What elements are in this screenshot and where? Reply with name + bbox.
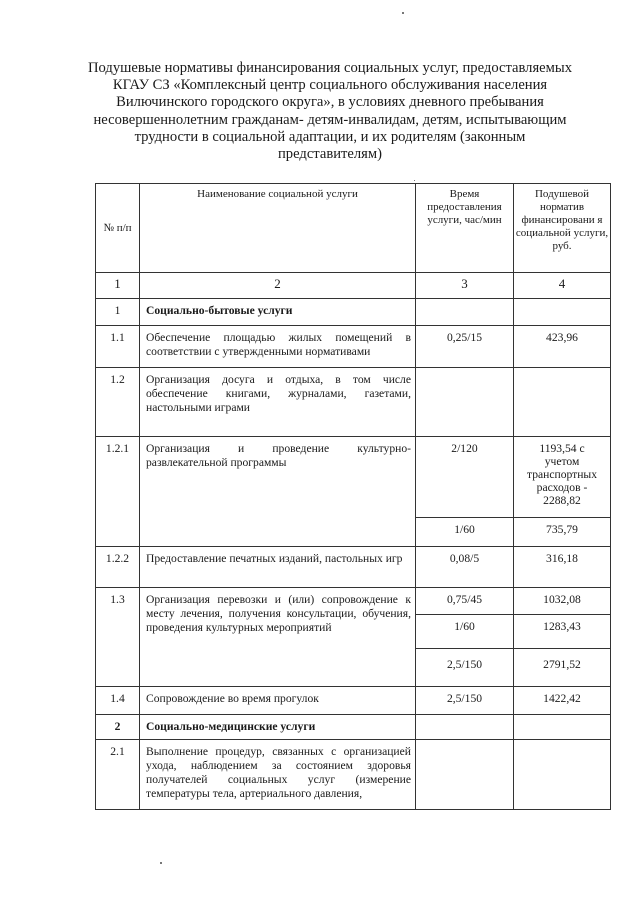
title-line: КГАУ СЗ «Комплексный центр социального обслуживания населения <box>112 77 548 94</box>
service-norm: 2791,52 <box>514 649 611 687</box>
service-time: 2,5/150 <box>416 649 514 687</box>
column-index-row <box>96 273 611 299</box>
document-title <box>70 60 590 163</box>
table-row <box>96 547 611 588</box>
header-name: Наименование социальной услуги <box>140 184 416 273</box>
empty-cell <box>514 740 611 810</box>
service-time: 0,75/45 <box>416 588 514 615</box>
row-num: 1.2.1 <box>96 437 140 547</box>
service-norm: 1422,42 <box>514 687 611 715</box>
empty-cell <box>416 368 514 437</box>
column-index: 1 <box>96 273 140 299</box>
service-norm: 423,96 <box>514 326 611 368</box>
table-row <box>96 687 611 715</box>
service-norm: 1283,43 <box>514 615 611 649</box>
title-line: Подушевые нормативы финансирования социальных услуг, предоставляемых <box>87 60 572 76</box>
service-time: 1/60 <box>416 518 514 547</box>
header-num: № п/п <box>96 184 140 273</box>
services-table <box>95 183 611 810</box>
header-time: Время предоставления услуги, час/мин <box>416 184 514 273</box>
service-name: Организация досуга и отдыха, в том числе обеспечение книгами, журналами, газетами, настольными играми <box>140 368 416 437</box>
section-title: Социально-бытовые услуги <box>140 299 416 326</box>
header-norm: Подушевой норматив финансировани я социальной услуги, руб. <box>514 184 611 273</box>
table-row <box>96 299 611 326</box>
service-norm: 1193,54 с учетом транспортных расходов - 2288,82 <box>514 437 611 518</box>
scan-speck <box>402 12 404 14</box>
table-row <box>96 368 611 437</box>
service-time: 2,5/150 <box>416 687 514 715</box>
service-norm: 316,18 <box>514 547 611 588</box>
empty-cell <box>416 299 514 326</box>
service-time: 2/120 <box>416 437 514 518</box>
column-index: 3 <box>416 273 514 299</box>
section-title: Социально-медицинские услуги <box>140 715 416 740</box>
service-norm: 735,79 <box>514 518 611 547</box>
service-name: Предоставление печатных изданий, пастольных игр <box>140 547 416 588</box>
table-row <box>96 588 611 615</box>
title-line: представителям) <box>278 146 382 163</box>
service-name: Выполнение процедур, связанных с организацией ухода, наблюдением за состоянием здоровья получателей социальных услуг (измерение температуры тела, артериального давления, <box>140 740 416 810</box>
row-num: 2.1 <box>96 740 140 810</box>
row-num: 1.2 <box>96 368 140 437</box>
table-row <box>96 326 611 368</box>
empty-cell <box>514 715 611 740</box>
service-time: 0,25/15 <box>416 326 514 368</box>
row-num: 1.4 <box>96 687 140 715</box>
scan-speck <box>414 180 415 181</box>
table-header-row <box>96 184 611 273</box>
column-index: 2 <box>140 273 416 299</box>
empty-cell <box>416 715 514 740</box>
empty-cell <box>514 368 611 437</box>
scan-speck <box>160 862 162 864</box>
title-line: трудности в социальной адаптации, и их родителям (законным <box>134 128 526 145</box>
table-row <box>96 740 611 810</box>
service-name: Организация перевозки и (или) сопровождение к месту лечения, получения консультации, обучения, проведения культурных мероприятий <box>140 588 416 687</box>
service-name: Сопровождение во время прогулок <box>140 687 416 715</box>
column-index: 4 <box>514 273 611 299</box>
service-name: Организация и проведение культурно-развлекательной программы <box>140 437 416 547</box>
empty-cell <box>416 740 514 810</box>
empty-cell <box>514 299 611 326</box>
service-name: Обеспечение площадью жилых помещений в соответствии с утвержденными нормативами <box>140 326 416 368</box>
table-row <box>96 437 611 518</box>
service-time: 1/60 <box>416 615 514 649</box>
service-norm: 1032,08 <box>514 588 611 615</box>
service-time: 0,08/5 <box>416 547 514 588</box>
row-num: 1.2.2 <box>96 547 140 588</box>
row-num: 1 <box>96 299 140 326</box>
title-line: Вилючинского городского округа», в условиях дневного пребывания <box>116 94 544 111</box>
table-row <box>96 715 611 740</box>
row-num: 2 <box>96 715 140 740</box>
row-num: 1.1 <box>96 326 140 368</box>
row-num: 1.3 <box>96 588 140 687</box>
title-line: несовершеннолетним гражданам- детям-инвалидам, детям, испытывающим <box>93 111 567 128</box>
